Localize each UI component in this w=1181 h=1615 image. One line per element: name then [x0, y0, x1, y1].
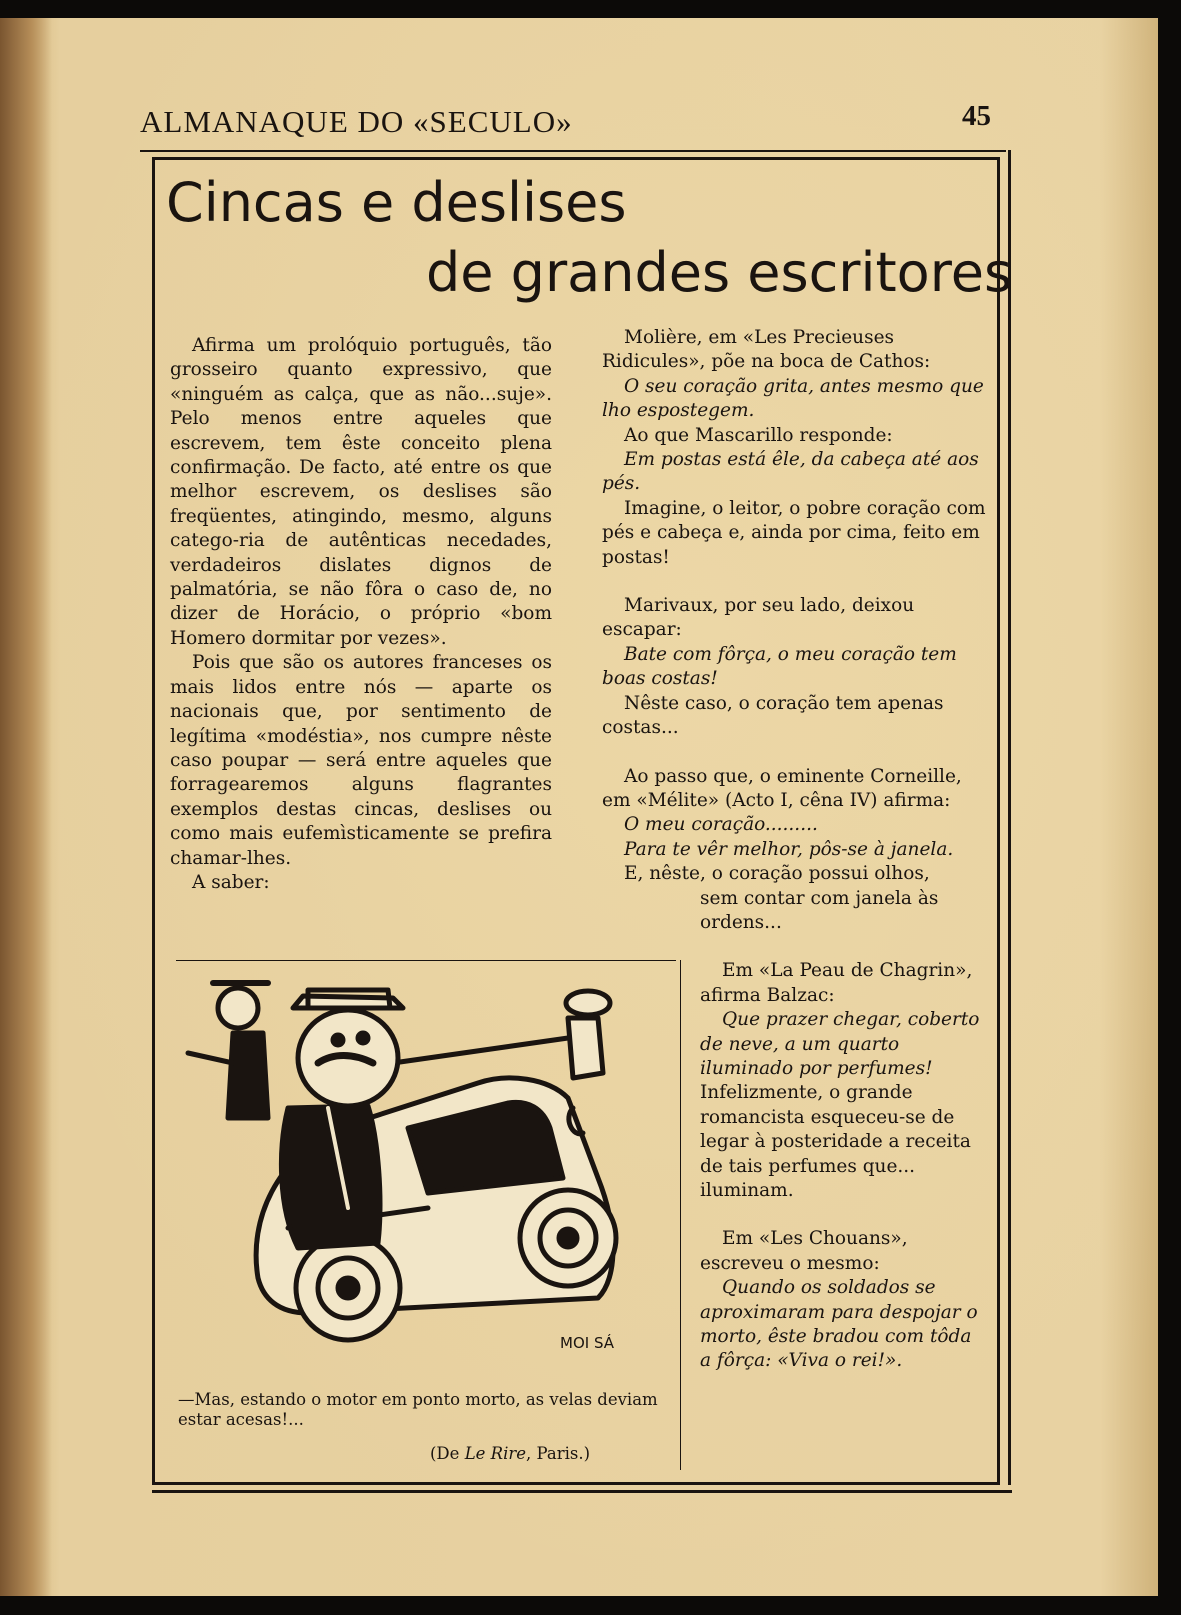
quote: O seu coração grita, antes mesmo que lho espostegem.: [602, 375, 984, 422]
quote: Em postas está êle, da cabeça até aos pés.: [602, 449, 979, 495]
cartoon-credit: [430, 1444, 590, 1463]
paragraph: E, nêste, o coração possui olhos,: [624, 863, 930, 885]
running-header: ALMANAQUE DO «SECULO»: [140, 104, 573, 139]
paragraph: Em «La Peau de Chagrin», afirma Balzac:: [700, 960, 973, 1006]
article-title-line2: de grandes escritores: [426, 241, 1013, 304]
frame-rule-top: [140, 150, 1006, 152]
cartoon-caption: —Mas, estando o motor em ponto morto, as velas deviam estar acesas!...: [178, 1390, 658, 1429]
quote: Bate com fôrça, o meu coração tem boas costas!: [602, 643, 957, 690]
right-column: [602, 326, 988, 1374]
paragraph: Infelizmente, o grande romancista esqueceu-se de legar à posteridade a receita de tais perfumes que... iluminam.: [700, 1082, 971, 1201]
paragraph: sem contar com janela às ordens...: [700, 887, 939, 933]
paragraph: A saber:: [192, 871, 270, 893]
frame-rule-bottom: [152, 1490, 1012, 1493]
credit-prefix: (De: [430, 1444, 465, 1463]
quote: O meu coração.........: [624, 814, 818, 836]
paragraph: Ao passo que, o eminente Corneille, em «Mélite» (Acto I, cêna IV) afirma:: [602, 765, 962, 811]
paragraph: Molière, em «Les Precieuses Ridicules», põe na boca de Cathos:: [602, 327, 931, 373]
quote: Que prazer chegar, coberto de neve, a um quarto iluminado por perfumes!: [700, 1009, 980, 1079]
cartoon-illustration: [178, 978, 658, 1378]
frame-rule-right: [1008, 150, 1011, 1485]
paragraph: Marivaux, por seu lado, deixou escapar:: [602, 595, 915, 641]
paragraph: Imagine, o leitor, o pobre coração com pés e cabeça e, ainda por cima, feito em postas!: [602, 497, 986, 568]
article-title-line1: Cincas e deslises: [166, 171, 627, 234]
quote: Para te vêr melhor, pôs-se à janela.: [624, 838, 954, 860]
paragraph: Nêste caso, o coração tem apenas costas...: [602, 692, 944, 739]
credit-source: Le Rire: [464, 1444, 527, 1463]
cartoon-rule-side: [680, 960, 681, 1470]
cartoon-signature: MOI SÁ: [560, 1334, 615, 1352]
page-number: 45: [962, 100, 991, 132]
left-column: [170, 334, 552, 895]
page-gutter: [0, 18, 52, 1596]
paragraph: Afirma um prolóquio português, tão grosseiro quanto expressivo, que «ninguém as calça, que as não...suje». Pelo menos entre aqueles que escrevem, tem êste conceito plena confirmação. De facto, até entre os que melhor escrevem, os deslises são freqüentes, atingindo, mesmo, alguns catego-ria de autênticas necedades, verdadeiros dislates dignos de palmatória, se não fôra o caso de, no dizer de Horácio, o próprio «bom Homero dormitar por vezes».: [170, 335, 552, 649]
paragraph: Ao que Mascarillo responde:: [624, 424, 893, 446]
quote: Quando os soldados se aproximaram para despojar o morto, êste bradou com tôda a fôrça: «Viva o rei!».: [700, 1277, 978, 1372]
cartoon-rule-top: [176, 960, 676, 961]
paragraph: Em «Les Chouans», escreveu o mesmo:: [700, 1228, 908, 1274]
paragraph: Pois que são os autores franceses os mais lidos entre nós — aparte os nacionais que, por sentimento de legítima «modéstia», nos cumpre nêste caso poupar — será entre aqueles que forragearemos alguns flagrantes exemplos destas cincas, deslises ou como mais eufemìsticamente se prefira chamar-lhes.: [170, 652, 552, 869]
credit-suffix: , Paris.): [526, 1444, 591, 1463]
